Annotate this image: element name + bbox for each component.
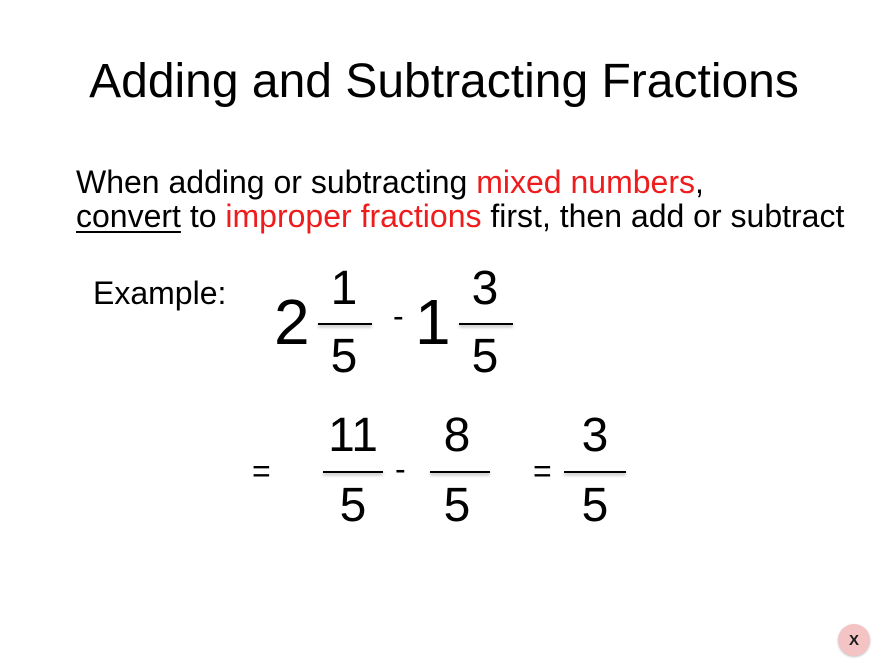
mixed-number-2-whole: 1 xyxy=(415,286,451,358)
mixed-number-1-whole: 2 xyxy=(274,286,310,358)
fraction-bar xyxy=(564,471,626,473)
result-numerator: 3 xyxy=(581,409,609,462)
slide-title: Adding and Subtracting Fractions xyxy=(89,55,799,108)
improper-fractions-term: improper fractions xyxy=(225,198,482,234)
mixed-number-2-denominator: 5 xyxy=(471,330,499,383)
intro-part3: first, then add or subtract xyxy=(481,198,845,234)
fraction-bar xyxy=(323,471,383,473)
mixed-numbers-term: mixed numbers xyxy=(476,164,695,200)
result-equals-sign: = xyxy=(533,453,552,489)
solution-equals-sign: = xyxy=(252,453,271,489)
intro-text xyxy=(76,165,866,233)
close-icon: X xyxy=(848,631,859,649)
mixed-number-1-numerator: 1 xyxy=(330,262,358,315)
fraction-bar xyxy=(318,323,372,325)
fraction-bar xyxy=(459,323,513,325)
convert-term: convert xyxy=(76,198,181,234)
intro-part1: When adding or subtracting xyxy=(76,164,477,200)
solution-minus-operator: - xyxy=(395,451,406,487)
improper-fraction-1-numerator: 11 xyxy=(328,409,378,462)
result-denominator: 5 xyxy=(581,479,609,532)
example-label: Example: xyxy=(93,275,227,311)
improper-fraction-2-denominator: 5 xyxy=(443,479,471,532)
intro-part2: to xyxy=(180,198,226,234)
problem-minus-operator: - xyxy=(393,298,404,334)
mixed-number-1-denominator: 5 xyxy=(330,330,358,383)
fraction-bar xyxy=(430,471,490,473)
mixed-number-2-numerator: 3 xyxy=(471,262,499,315)
intro-comma: , xyxy=(694,164,704,200)
improper-fraction-2-numerator: 8 xyxy=(443,409,471,462)
improper-fraction-1-denominator: 5 xyxy=(339,479,367,532)
close-button[interactable] xyxy=(838,624,870,656)
